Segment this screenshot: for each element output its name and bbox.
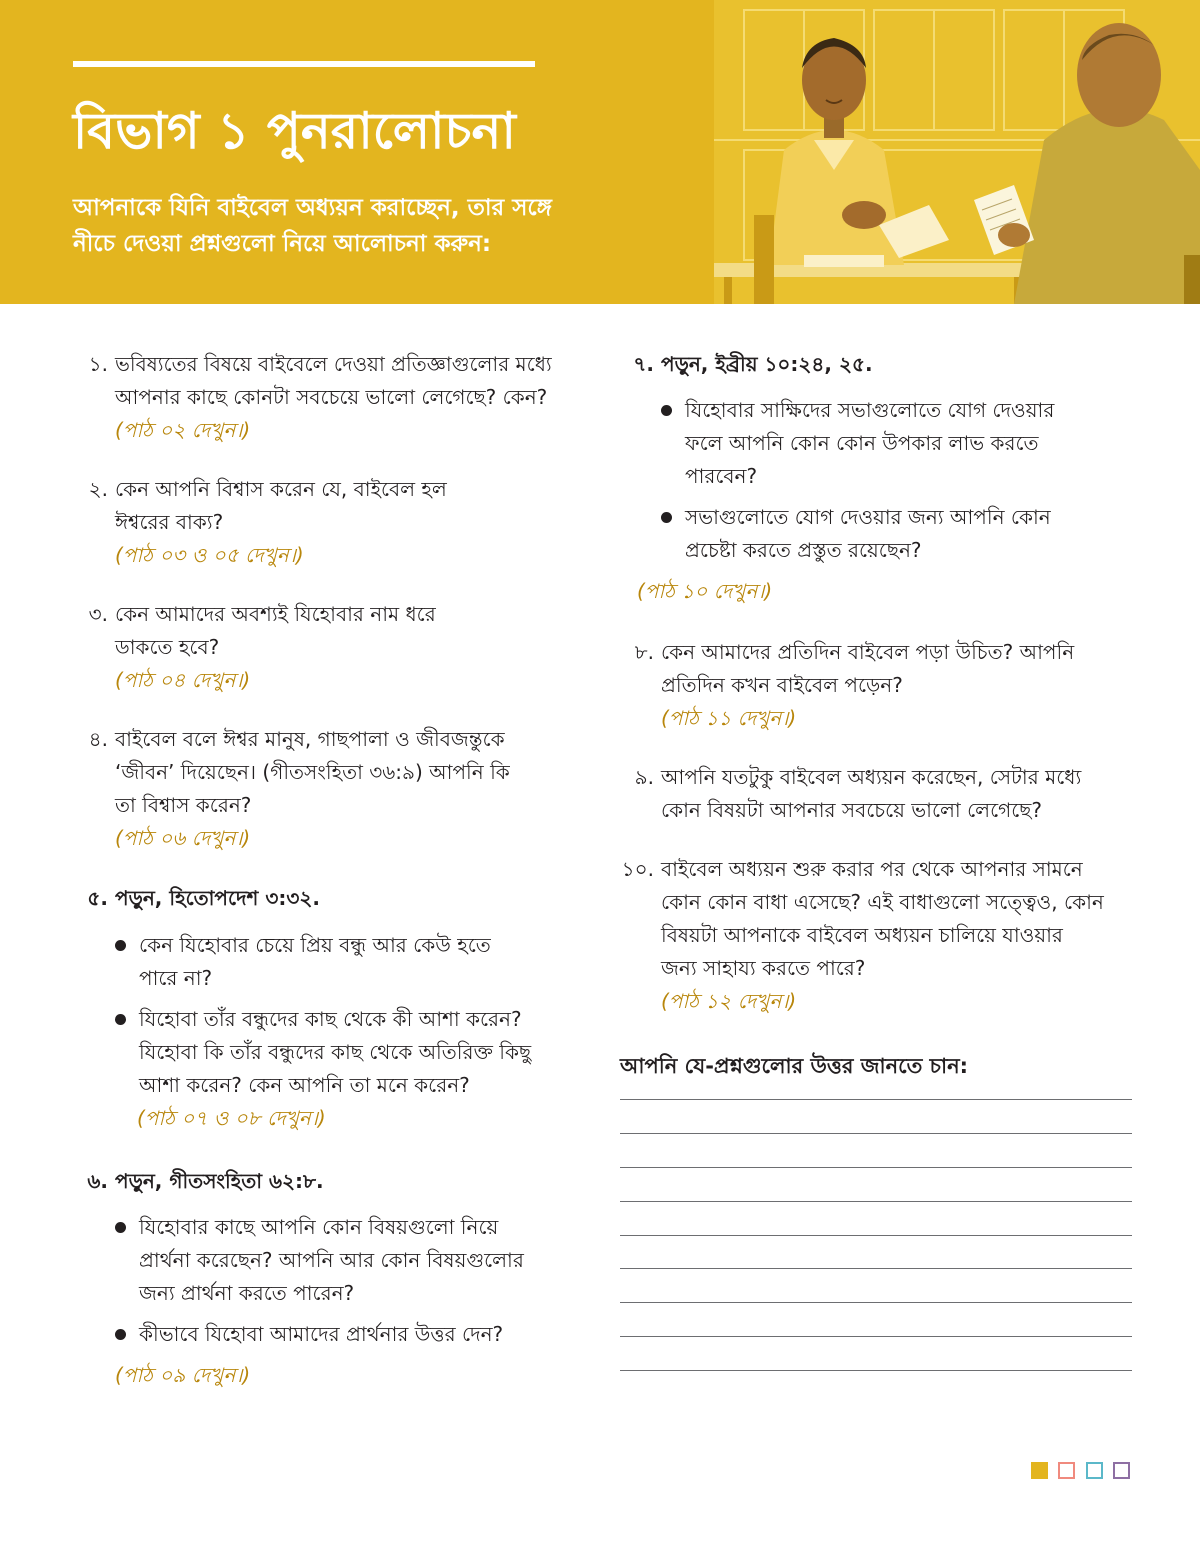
lesson-reference: (পাঠ ১০ দেখুন।) (637, 579, 773, 603)
question-number: ৭. (633, 352, 654, 376)
question-2 (88, 473, 595, 572)
question-number: ২. (88, 477, 108, 501)
answer-line[interactable] (620, 1133, 1132, 1134)
question-line: কোন কোন বাধা এসেছে? এই বাধাগুলো সত্ত্বেও, কোন (661, 890, 1104, 914)
lesson-reference: (পাঠ ১২ দেখুন।) (661, 989, 797, 1013)
bullet-line: যিহোবা কি তাঁর বন্ধুদের কাছ থেকে অতিরিক্ত কিছু (139, 1040, 532, 1064)
answer-line[interactable] (620, 1099, 1132, 1100)
question-5 (87, 882, 595, 915)
bullet-line: কেন যিহোবার চেয়ে প্রিয় বন্ধু আর কেউ হতে (139, 933, 491, 957)
bullet-line: প্রার্থনা করেছেন? আপনি আর কোন বিষয়গুলোর (139, 1248, 524, 1272)
answer-line[interactable] (620, 1370, 1132, 1371)
question-number: ৩. (88, 602, 108, 626)
bullet-line: কীভাবে যিহোবা আমাদের প্রার্থনার উত্তর দেন? (139, 1322, 504, 1346)
question-line: বাইবেল অধ্যয়ন শুরু করার পর থেকে আপনার সামনে (661, 857, 1083, 881)
question-10 (621, 853, 1141, 1018)
question-text (661, 761, 1141, 827)
question-6-bullets (115, 1211, 595, 1392)
question-line: ভবিষ্যতের বিষয়ে বাইবেলে দেওয়া প্রতিজ্ঞাগুলোর মধ্যে (115, 352, 552, 376)
bullet-line: যিহোবার সাক্ষিদের সভাগুলোতে যোগ দেওয়ার (685, 398, 1055, 422)
answer-line[interactable] (620, 1201, 1132, 1202)
bullet-line: যিহোবার কাছে আপনি কোন বিষয়গুলো নিয়ে (139, 1215, 499, 1239)
question-line: আপনি যতটুকু বাইবেল অধ্যয়ন করেছেন, সেটার মধ্যে (661, 765, 1082, 789)
question-text (115, 348, 595, 414)
bullet-icon (115, 1014, 126, 1025)
question-7 (633, 348, 1141, 381)
bullet-icon (115, 1329, 126, 1340)
page-title: বিভাগ ১ পুনরালোচনা (73, 102, 516, 160)
question-1 (88, 348, 595, 447)
question-line: তা বিশ্বাস করেন? (115, 793, 252, 817)
answer-line[interactable] (620, 1268, 1132, 1269)
question-text (115, 598, 595, 664)
question-number: ১. (88, 352, 108, 376)
bullet-line: ফলে আপনি কোন কোন উপকার লাভ করতে (685, 431, 1039, 455)
bullet-line: সভাগুলোতে যোগ দেওয়ার জন্য আপনি কোন (685, 505, 1051, 529)
question-text (661, 636, 1141, 702)
bullet-line: পারবেন? (685, 464, 758, 488)
footer-square-filled (1031, 1462, 1048, 1479)
question-text (115, 723, 595, 822)
question-text (661, 853, 1141, 985)
question-line: প্রতিদিন কখন বাইবেল পড়েন? (661, 673, 903, 697)
bullet-question (661, 394, 1141, 493)
bullet-line: আশা করেন? কেন আপনি তা মনে করেন? (139, 1073, 470, 1097)
scripture-heading: পড়ুন, হিতোপদেশ ৩:৩২. (115, 886, 320, 910)
question-number: ৮. (634, 640, 654, 664)
question-line: কোন বিষয়টা আপনার সবচেয়ে ভালো লেগেছে? (661, 798, 1042, 822)
section-header (0, 0, 1200, 304)
question-line: বিষয়টা আপনাকে বাইবেল অধ্যয়ন চালিয়ে যাওয়ার (661, 923, 1063, 947)
lesson-reference: (পাঠ ০৪ দেখুন।) (115, 668, 251, 692)
question-text (115, 473, 595, 539)
question-3 (88, 598, 595, 697)
lesson-reference: (পাঠ ০২ দেখুন।) (115, 418, 251, 442)
bullet-question (115, 1318, 595, 1351)
question-number: ৪. (88, 727, 108, 751)
header-illustration (714, 0, 1200, 304)
scripture-heading: পড়ুন, গীতসংহিতা ৬২:৮. (115, 1169, 324, 1193)
subtitle-line-1: আপনাকে যিনি বাইবেল অধ্যয়ন করাচ্ছেন, তার সঙ্গে (73, 195, 552, 221)
bullet-line: যিহোবা তাঁর বন্ধুদের কাছ থেকে কী আশা করেন? (139, 1007, 522, 1031)
question-5-bullets (115, 929, 595, 1135)
question-line: আপনার কাছে কোনটা সবচেয়ে ভালো লেগেছে? কেন? (115, 385, 548, 409)
question-number: ১০. (621, 857, 654, 881)
bullet-question (115, 1003, 595, 1102)
bullet-icon (115, 940, 126, 951)
bullet-question (115, 929, 595, 995)
bullet-icon (115, 1222, 126, 1233)
question-line: ঈশ্বরের বাক্য? (115, 510, 224, 534)
answer-line[interactable] (620, 1336, 1132, 1337)
question-6 (87, 1165, 595, 1198)
bullet-line: পারে না? (139, 966, 213, 990)
question-line: কেন আমাদের অবশ্যই যিহোবার নাম ধরে (115, 602, 436, 626)
answer-line[interactable] (620, 1167, 1132, 1168)
question-number: ৯. (634, 765, 654, 789)
question-number: ৬. (87, 1169, 108, 1193)
answer-line[interactable] (620, 1235, 1132, 1236)
bullet-question (115, 1211, 595, 1310)
bullet-line: জন্য প্রার্থনা করতে পারেন? (139, 1281, 355, 1305)
question-line: ডাকতে হবে? (115, 635, 220, 659)
question-line: কেন আমাদের প্রতিদিন বাইবেল পড়া উচিত? আপনি (661, 640, 1075, 664)
question-line: জন্য সাহায্য করতে পারে? (661, 956, 866, 980)
bullet-icon (661, 405, 672, 416)
question-line: কেন আপনি বিশ্বাস করেন যে, বাইবেল হল (115, 477, 447, 501)
scripture-heading: পড়ুন, ইব্রীয় ১০:২৪, ২৫. (661, 352, 873, 376)
question-9 (634, 761, 1141, 827)
bullet-question (661, 501, 1141, 567)
lesson-reference: (পাঠ ০৩ ও ০৫ দেখুন।) (115, 543, 304, 567)
answer-area-heading: আপনি যে-প্রশ্নগুলোর উত্তর জানতে চান: (620, 1054, 969, 1078)
question-8 (634, 636, 1141, 735)
question-line: বাইবেল বলে ঈশ্বর মানুষ, গাছপালা ও জীবজন্তুকে (115, 727, 505, 751)
header-rule (73, 61, 535, 67)
question-number: ৫. (87, 886, 108, 910)
lesson-reference: (পাঠ ০৯ দেখুন।) (115, 1363, 251, 1387)
question-line: ‘জীবন’ দিয়েছেন। (গীতসংহিতা ৩৬:৯) আপনি কি (115, 760, 510, 784)
lesson-reference: (পাঠ ০৭ ও ০৮ দেখুন।) (137, 1106, 326, 1130)
question-7-bullets (637, 394, 1141, 608)
footer-square-outline (1113, 1462, 1130, 1479)
bullet-icon (661, 512, 672, 523)
subtitle-line-2: নীচে দেওয়া প্রশ্নগুলো নিয়ে আলোচনা করুন: (73, 231, 492, 257)
lesson-reference: (পাঠ ০৬ দেখুন।) (115, 826, 251, 850)
footer-square-outline (1058, 1462, 1075, 1479)
bullet-line: প্রচেষ্টা করতে প্রস্তুত রয়েছেন? (685, 538, 922, 562)
footer-square-outline (1086, 1462, 1103, 1479)
lesson-reference: (পাঠ ১১ দেখুন।) (661, 706, 797, 730)
question-4 (88, 723, 595, 855)
answer-line[interactable] (620, 1302, 1132, 1303)
page-subtitle (73, 190, 673, 262)
